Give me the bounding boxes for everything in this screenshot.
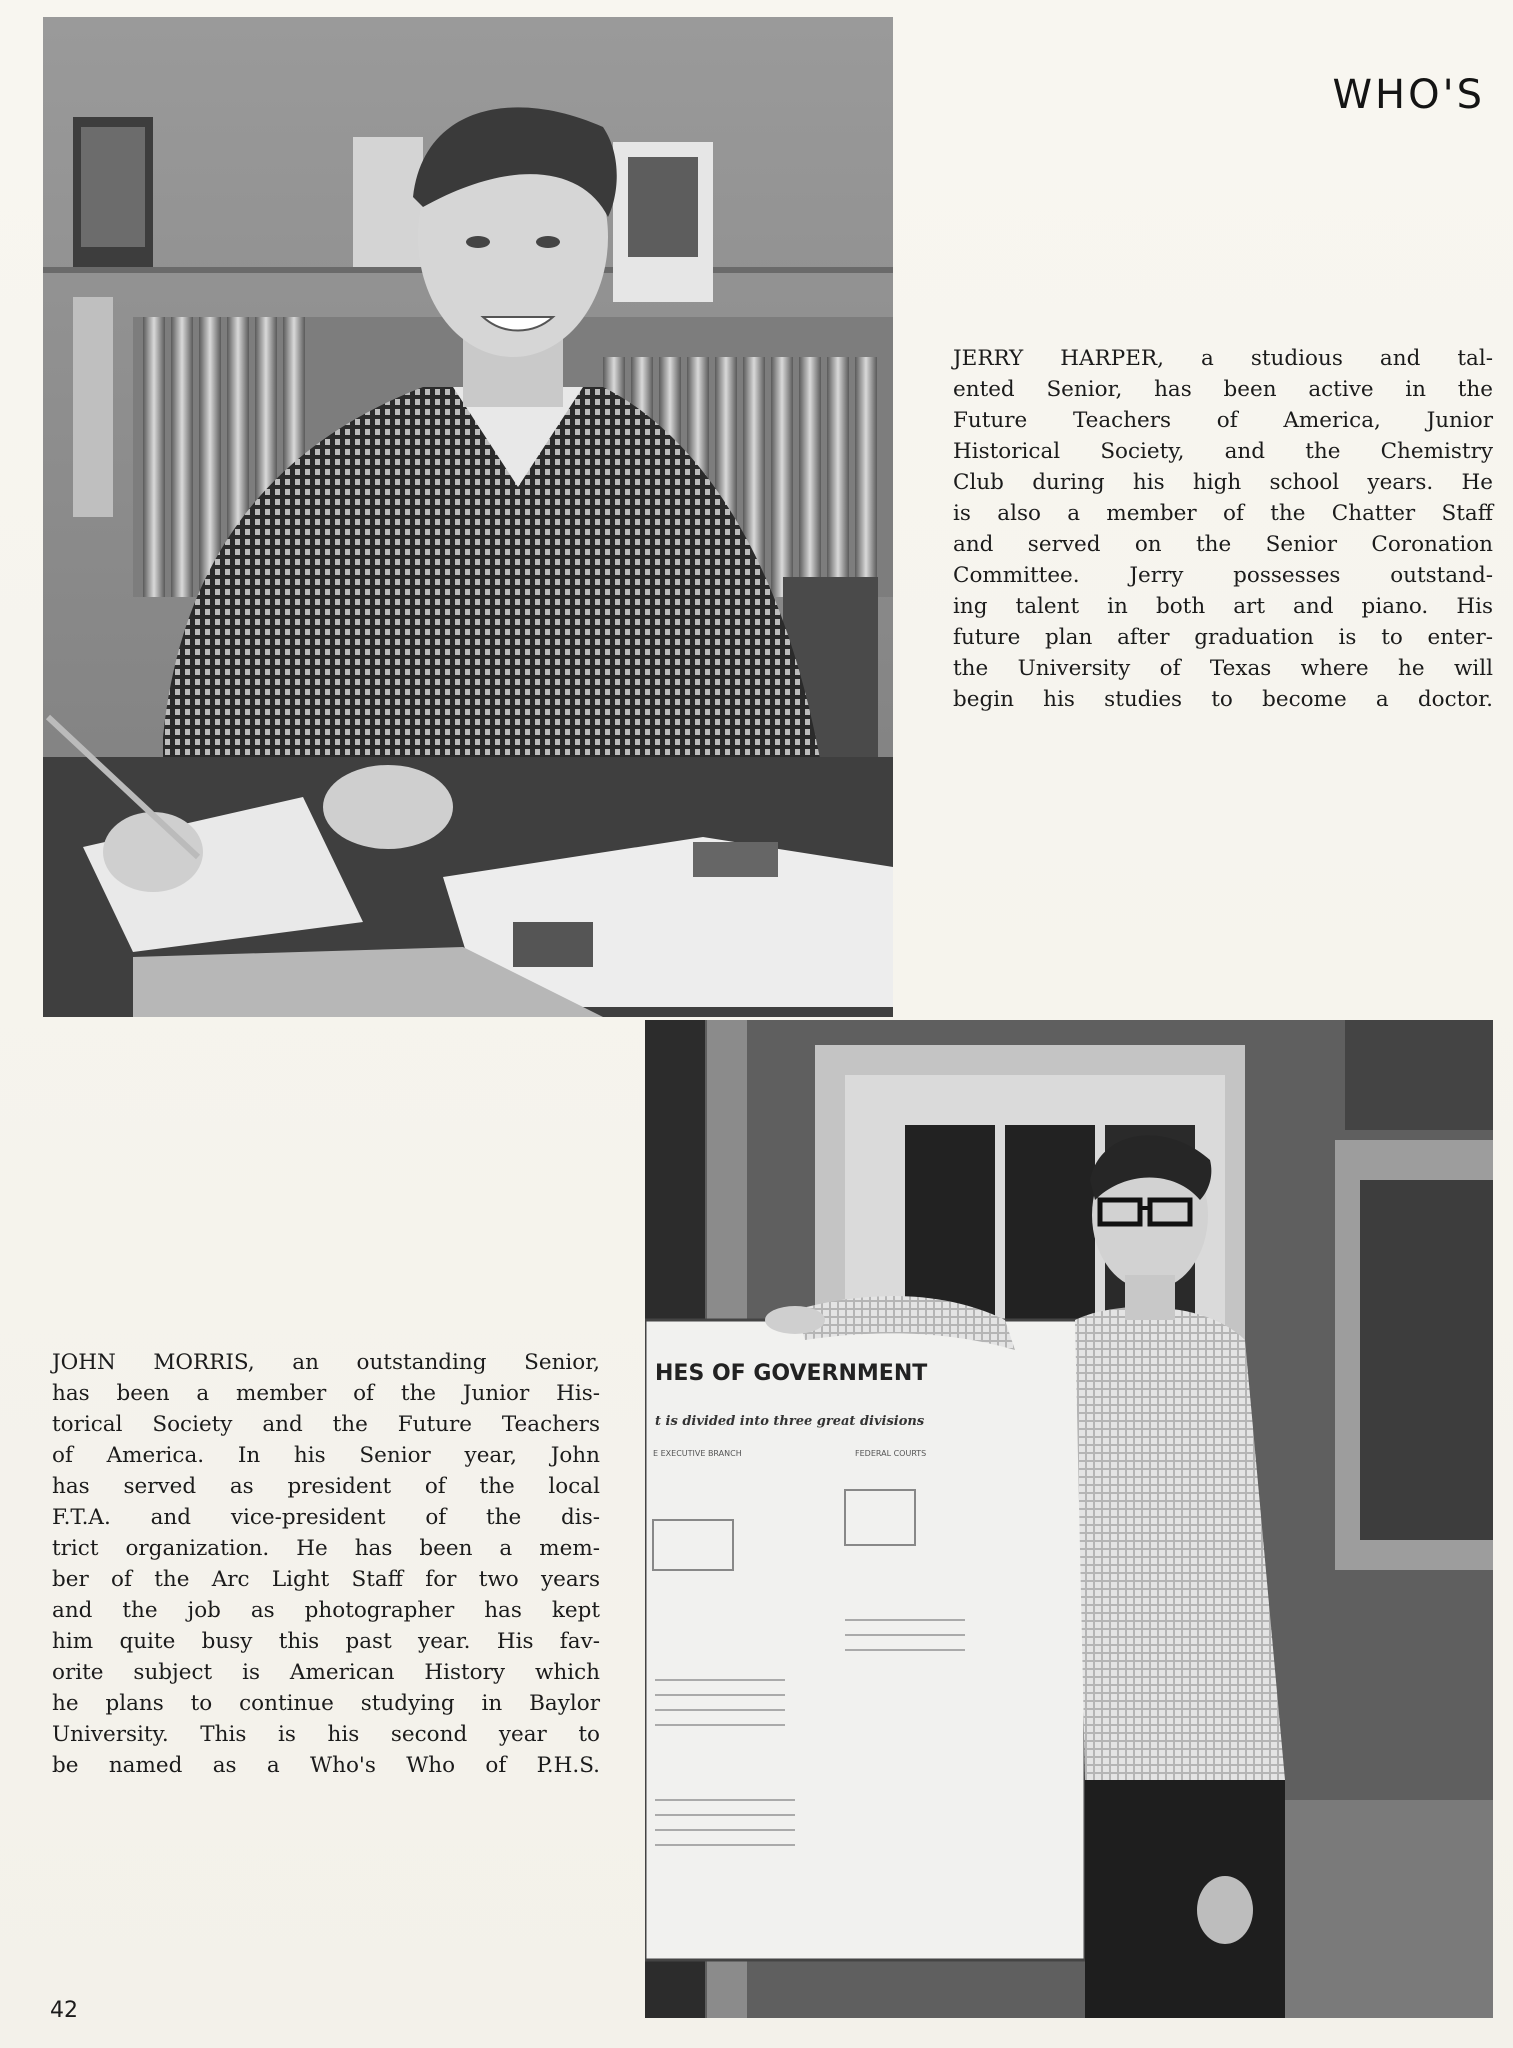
bio-line: future plan after graduation is to enter- [953,625,1493,650]
bio-line: orite subject is American History which [52,1660,600,1685]
bio-line: Historical Society, and the Chemistry [953,439,1493,464]
bio-line: him quite busy this past year. His fav- [52,1629,600,1654]
bio-line: has served as president of the local [52,1474,600,1499]
photo-john-morris-image [645,1020,1493,2018]
bio-line: Future Teachers of America, Junior [953,408,1493,433]
bio-line: Club during his high school years. He [953,470,1493,495]
bio-line: be named as a Who's Who of P.H.S. [52,1753,600,1778]
bio-line: JERRY HARPER, a studious and tal- [953,346,1493,371]
poster-subtitle: t is divided into three great divisions [655,1414,925,1429]
bio-line: ber of the Arc Light Staff for two years [52,1567,600,1592]
photo-jerry-harper [43,17,893,1017]
page-number: 42 [50,1998,78,2023]
photo-jerry-harper-image [43,17,893,1017]
poster-title: HES OF GOVERNMENT [655,1361,928,1386]
bio-line: ing talent in both art and piano. His [953,594,1493,619]
bio-line: JOHN MORRIS, an outstanding Senior, [52,1350,600,1375]
section-heading: WHO'S [1332,72,1485,118]
bio-john-morris [52,1347,600,1781]
bio-line: Committee. Jerry possesses outstand- [953,563,1493,588]
bio-line: is also a member of the Chatter Staff [953,501,1493,526]
bio-line: F.T.A. and vice-president of the dis- [52,1505,600,1530]
bio-line: trict organization. He has been a mem- [52,1536,600,1561]
bio-line: and served on the Senior Coronation [953,532,1493,557]
bio-line: the University of Texas where he will [953,656,1493,681]
bio-line: of America. In his Senior year, John [52,1443,600,1468]
bio-line: begin his studies to become a doctor. [953,687,1493,712]
bio-line: and the job as photographer has kept [52,1598,600,1623]
bio-line: he plans to continue studying in Baylor [52,1691,600,1716]
bio-line: has been a member of the Junior His- [52,1381,600,1406]
poster-column-courts: FEDERAL COURTS [855,1449,927,1458]
bio-line: torical Society and the Future Teachers [52,1412,600,1437]
bio-line: ented Senior, has been active in the [953,377,1493,402]
photo-john-morris [645,1020,1493,2018]
bio-jerry-harper [953,343,1493,715]
bio-line: University. This is his second year to [52,1722,600,1747]
poster-column-executive: E EXECUTIVE BRANCH [653,1449,742,1458]
